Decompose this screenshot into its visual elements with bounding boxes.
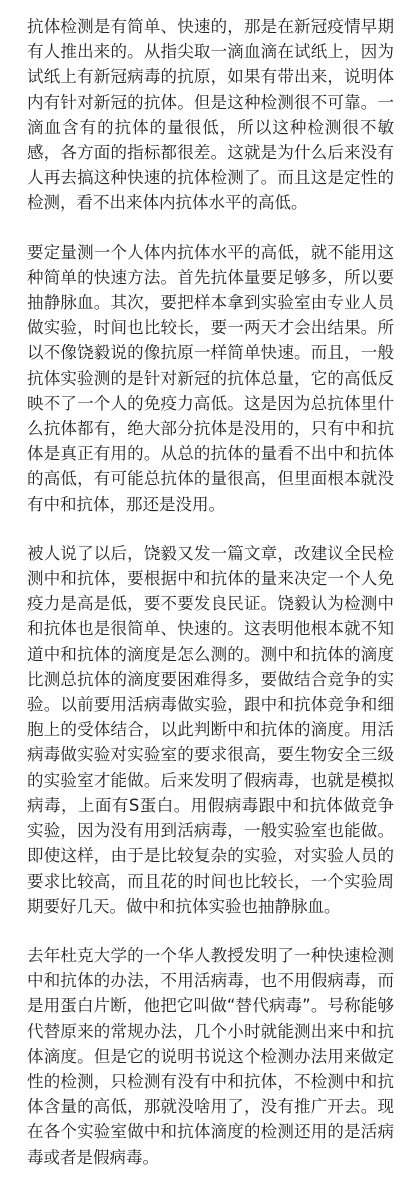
paragraph-surrogate-virus-test: 去年杜克大学的一个华人教授发明了一种快速检测中和抗体的办法，不用活病毒，也不用假病毒，而是用蛋白片断，他把它叫做“替代病毒”。号称能够代替原来的常规办法，几个小时就能测出来中和抗体滴度。但是它的说明书说这个检测办法用来做定性的检测，只检测有没有中和抗体，不检测中和抗体含量的高低，那就没啥用了，没有推广开去。现在各个实验室做中和抗体滴度的检测还用的是活病毒或者是假病毒。 <box>27 945 394 1167</box>
paragraph-rapid-antibody-test: 抗体检测是有简单、快速的，那是在新冠疫情早期有人推出来的。从指尖取一滴血滴在试纸上，因为试纸上有新冠病毒的抗原，如果有带出来，说明体内有针对新冠的抗体。但是这种检测很不可靠。一滴血含有的抗体的量很低，所以这种检测很不敏感，各方面的指标都很差。这就是为什么后来没有人再去搞这种快速的抗体检测了。而且这是定性的检测，看不出来体内抗体水平的高低。 <box>27 17 394 213</box>
article-body <box>27 14 394 1194</box>
paragraph-quantitative-antibody-test: 要定量测一个人体内抗体水平的高低，就不能用这种简单的快速方法。首先抗体量要足够多，所以要抽静脉血。其次，要把样本拿到实验室由专业人员做实验，时间也比较长，要一两天才会出结果。所以不像饶毅说的像抗原一样简单快速。而且，一般抗体实验测的是针对新冠的抗体总量，它的高低反映不了一个人的免疫力高低。这是因为总抗体里什么抗体都有，绝大部分抗体是没用的，只有中和抗体是真正有用的。从总的抗体的量看不出中和抗体的高低，有可能总抗体的量很高，但里面根本就没有中和抗体，那还是没用。 <box>27 242 394 514</box>
paragraph-neutralizing-antibody-test: 被人说了以后，饶毅又发一篇文章，改建议全民检测中和抗体，要根据中和抗体的量来决定一个人免疫力是高是低，要不要发良民证。饶毅认为检测中和抗体也是很简单、快速的。这表明他根本就不知道中和抗体的滴度是怎么测的。测中和抗体的滴度比测总抗体的滴度要困难得多，要做结合竞争的实验。以前要用活病毒做实验，跟中和抗体竞争和细胞上的受体结合，以此判断中和抗体的滴度。用活病毒做实验对实验室的要求很高，要生物安全三级的实验室才能做。后来发明了假病毒，也就是模拟病毒，上面有S蛋白。用假病毒跟中和抗体做竞争实验，因为没有用到活病毒，一般实验室也能做。即使这样，由于是比较复杂的实验，对实验人员的要求比较高，而且花的时间也比较长，一个实验周期要好几天。做中和抗体实验也抽静脉血。 <box>27 543 394 916</box>
